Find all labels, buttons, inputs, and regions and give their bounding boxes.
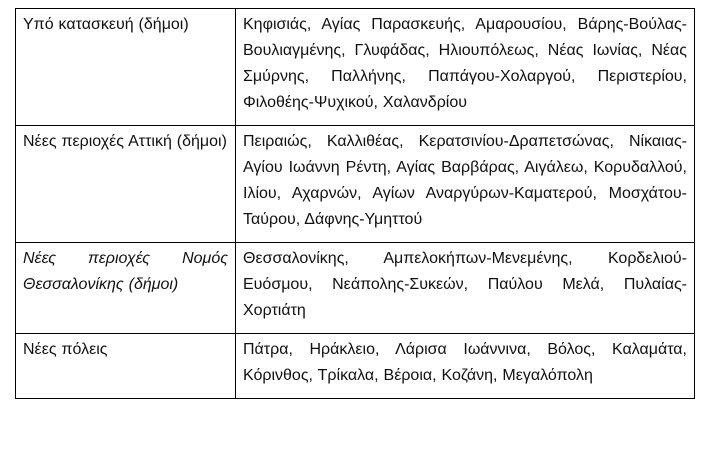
table-row	[16, 243, 695, 334]
table-row	[16, 334, 695, 399]
table-row	[16, 9, 695, 126]
row-municipalities-new-thessaloniki: Θεσσαλονίκης, Αμπελοκήπων-Μενεμένης, Κορδελιού-Ευόσμου, Νεάπολης-Συκεών, Παύλου Μελά, Πυλαίας-Χορτιάτη	[236, 243, 695, 334]
row-label-new-thessaloniki: Νέες περιοχές Νομός Θεσσαλονίκης (δήμοι)	[16, 243, 236, 334]
row-label-new-cities: Νέες πόλεις	[16, 334, 236, 399]
row-municipalities-new-attica: Πειραιώς, Καλλιθέας, Κερατσινίου-Δραπετσώνας, Νίκαιας- Αγίου Ιωάννη Ρέντη, Αγίας Βαρβάρας, Αιγάλεω, Κορυδαλλού, Ιλίου, Αχαρνών, Αγίων Αναργύρων-Καματερού, Μοσχάτου-Ταύρου, Δάφνης-Υμηττού	[236, 126, 695, 243]
regions-table	[15, 8, 695, 399]
row-new-cities-list: Πάτρα, Ηράκλειο, Λάρισα Ιωάννινα, Βόλος, Καλαμάτα, Κόρινθος, Τρίκαλα, Βέροια, Κοζάνη, Μεγαλόπολη	[236, 334, 695, 399]
row-label-new-attica: Νέες περιοχές Αττική (δήμοι)	[16, 126, 236, 243]
row-label-under-construction: Υπό κατασκευή (δήμοι)	[16, 9, 236, 126]
table-row	[16, 126, 695, 243]
row-municipalities-under-construction: Κηφισιάς, Αγίας Παρασκευής, Αμαρουσίου, Βάρης-Βούλας-Βουλιαγμένης, Γλυφάδας, Ηλιουπόλεως, Νέας Ιωνίας, Νέας Σμύρνης, Παλλήνης, Παπάγου-Χολαργού, Περιστερίου, Φιλοθέης-Ψυχικού, Χαλανδρίου	[236, 9, 695, 126]
